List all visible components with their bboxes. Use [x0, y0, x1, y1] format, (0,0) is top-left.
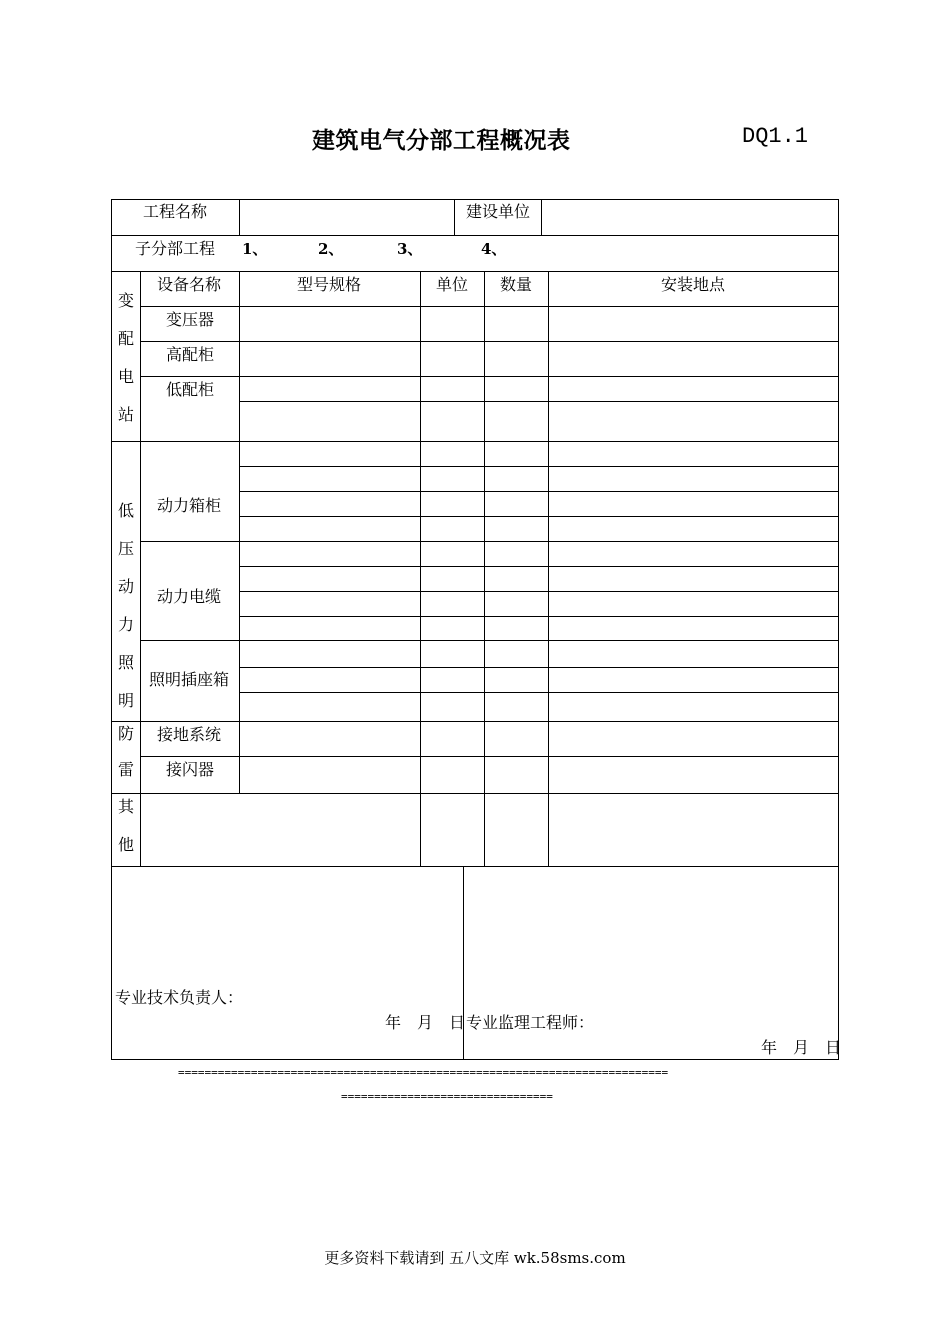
col-quantity: 数量: [500, 275, 533, 294]
project-name-label: 工程名称: [143, 202, 208, 221]
col-unit: 单位: [436, 275, 469, 294]
item-lightning-rod: 接闪器: [166, 760, 215, 779]
separator-line-2: ================================: [341, 1090, 553, 1103]
section-lowvoltage-label: 低 压 动 力 照 明: [117, 501, 134, 710]
page-title: 建筑电气分部工程概况表: [312, 128, 571, 154]
section-other-label: 其 他: [117, 797, 134, 854]
item-hv-cabinet: 高配柜: [166, 345, 215, 364]
item-lighting-socket-box: 照明插座箱: [149, 670, 230, 689]
date-right: 年 月 日: [761, 1038, 842, 1057]
sub-project-label: 子分部工程: [135, 239, 216, 258]
col-model-spec: 型号规格: [297, 275, 362, 294]
sub-item-2: 2、: [318, 240, 344, 258]
footer-text: 更多资料下载请到 五八文库 wk.58sms.com: [324, 1249, 626, 1267]
supervisor-label: 专业监理工程师：: [466, 1013, 595, 1032]
sub-item-4: 4、: [481, 240, 507, 258]
col-install-location: 安装地点: [661, 275, 726, 294]
item-transformer: 变压器: [166, 310, 215, 329]
col-device-name: 设备名称: [157, 275, 222, 294]
item-power-cable: 动力电缆: [157, 587, 222, 606]
section-substation-label: 变 配 电 站: [117, 291, 134, 424]
item-lv-cabinet: 低配柜: [166, 380, 215, 399]
date-left: 年 月 日: [385, 1013, 466, 1032]
tech-lead-label: 专业技术负责人：: [115, 988, 244, 1007]
builder-label: 建设单位: [466, 202, 531, 221]
overview-table: [111, 199, 842, 1060]
sub-item-3: 3、: [397, 240, 423, 258]
item-power-cabinet: 动力箱柜: [157, 496, 222, 515]
sub-item-1: 1、: [242, 240, 268, 258]
separator-line-1: ==========================================================================: [178, 1066, 669, 1079]
section-lightning-label: 防 雷: [117, 724, 134, 779]
form-code: DQ1.1: [742, 124, 809, 149]
item-grounding-system: 接地系统: [157, 725, 222, 744]
